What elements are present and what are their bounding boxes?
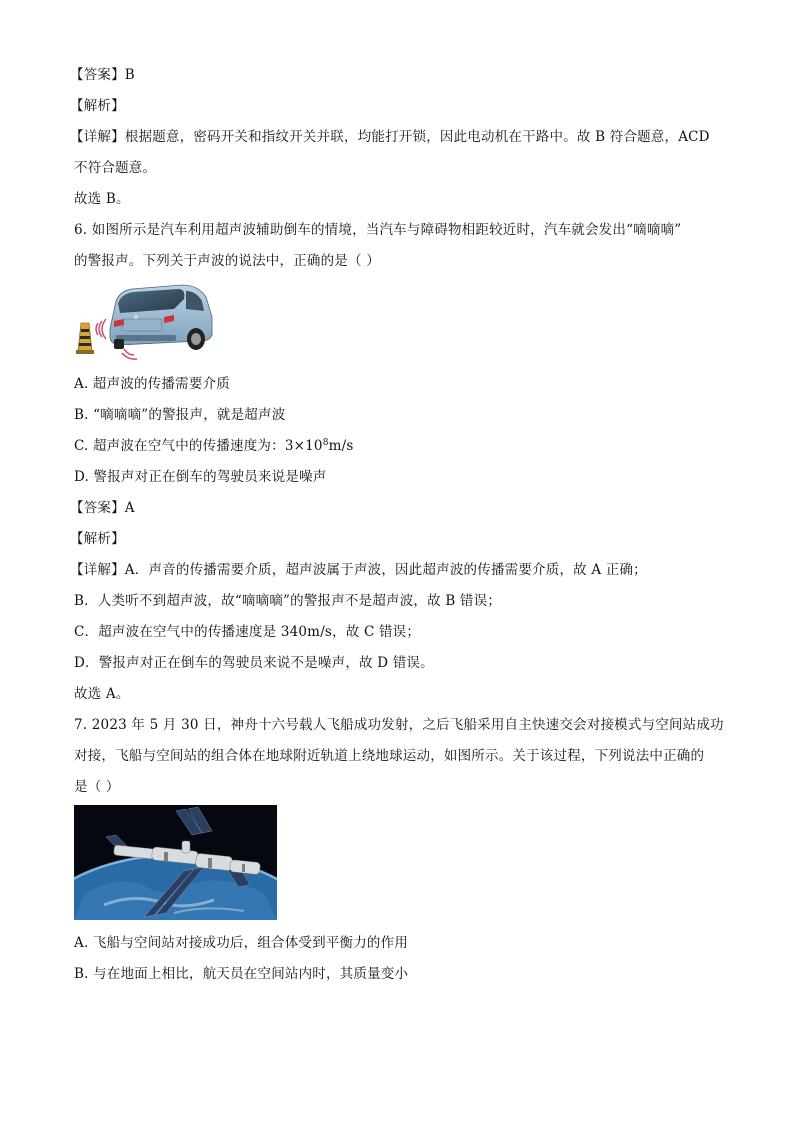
q7-option-b: B. 与在地面上相比，航天员在空间站内时，其质量变小 (74, 966, 409, 982)
q6-detail-c: C．超声波在空气中的传播速度是 340m/s，故 C 错误； (74, 624, 421, 640)
q7-stem-line1: 7. 2023 年 5 月 30 日，神舟十六号载人飞船成功发射，之后飞船采用自主快速交会对接模式与空间站成功 (74, 717, 724, 733)
document-page (70, 60, 724, 990)
q7-option-a: A. 飞船与空间站对接成功后，组合体受到平衡力的作用 (74, 935, 409, 951)
q6-option-c-text: C. 超声波在空气中的传播速度为：3×10 (74, 438, 323, 454)
q6-detail-b: B．人类听不到超声波，故“嘀嘀嘀”的警报声不是超声波，故 B 错误； (74, 593, 502, 609)
q6-stem-line1: 6. 如图所示是汽车利用超声波辅助倒车的情境，当汽车与障碍物相距较近时，汽车就会发出“嘀嘀嘀” (74, 222, 682, 238)
q6-option-a: A. 超声波的传播需要介质 (74, 376, 230, 392)
q6-option-d: D. 警报声对正在倒车的驾驶员来说是噪声 (74, 469, 327, 485)
q6-analysis-label: 【解析】 (70, 531, 125, 547)
q6-option-b: B. “嘀嘀嘀”的警报声，就是超声波 (74, 407, 286, 423)
q6-detail-d: D．警报声对正在倒车的驾驶员来说不是噪声，故 D 错误。 (74, 655, 434, 671)
q6-detail-a: 【详解】A．声音的传播需要介质，超声波属于声波，因此超声波的传播需要介质，故 A 正确； (70, 562, 647, 578)
obstacle-cone (76, 323, 94, 354)
q6-choose: 故选 A。 (74, 686, 130, 702)
q7-stem-line2: 对接，飞船与空间站的组合体在地球附近轨道上绕地球运动，如图所示。关于该过程，下列说法中正确的 (74, 748, 705, 764)
q7-stem-line3: 是（ ） (74, 779, 120, 795)
reversing-car-figure (74, 279, 214, 361)
q5-answer: 【答案】B (70, 67, 135, 83)
q6-option-c-unit: m/s (328, 438, 354, 454)
q6-option-c (74, 431, 722, 462)
q5-choose: 故选 B。 (74, 191, 130, 207)
q6-option-c-exponent: 8 (322, 438, 329, 448)
q5-detail-line1: 【详解】根据题意，密码开关和指纹开关并联，均能打开锁，因此电动机在干路中。故 B 符合题意，ACD (70, 129, 710, 145)
q5-detail-line2: 不符合题意。 (74, 160, 157, 176)
q6-stem-line2: 的警报声。下列关于声波的说法中，正确的是（ ） (74, 253, 380, 269)
space-station-figure (74, 805, 277, 920)
q5-analysis-label: 【解析】 (70, 98, 125, 114)
q6-answer: 【答案】A (70, 500, 135, 516)
